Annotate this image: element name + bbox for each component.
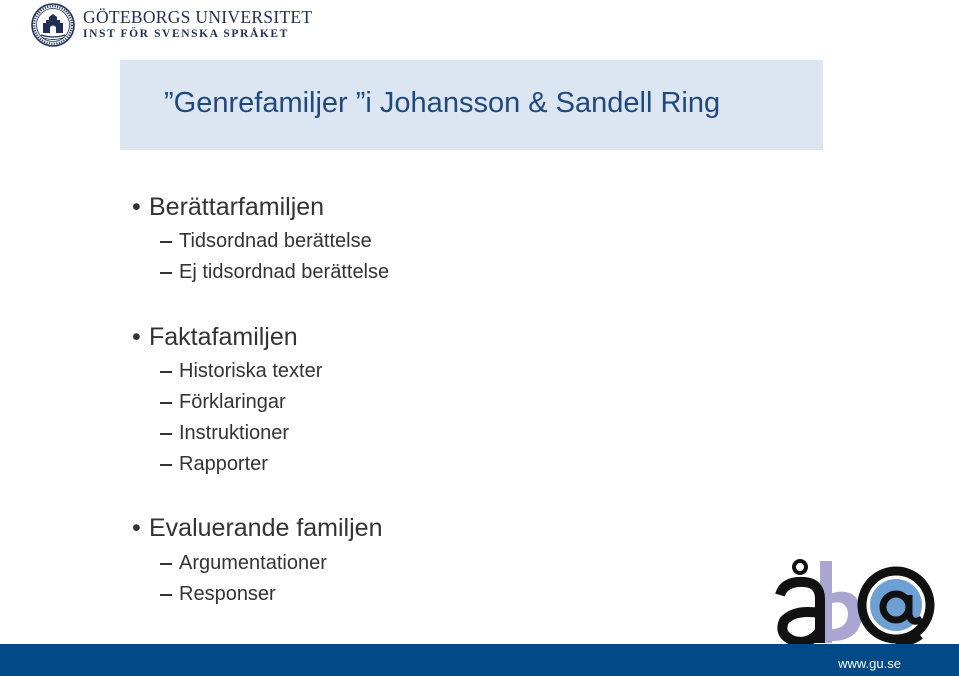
bullet-icon: • — [132, 323, 141, 351]
sub-item-text: Responser — [179, 583, 276, 605]
dash-icon — [160, 241, 172, 243]
sub-item-text: Förklaringar — [179, 391, 286, 413]
slide-title: ”Genrefamiljer ”i Johansson & Sandell Ring — [164, 87, 721, 119]
footer-url-link[interactable]: www.gu.se — [838, 656, 901, 671]
bullet-heading: Faktafamiljen — [149, 323, 298, 351]
dash-icon — [160, 402, 172, 404]
bullet-heading: Evaluerande familjen — [149, 514, 383, 542]
sub-item-text: Rapporter — [179, 453, 268, 475]
dash-icon — [160, 594, 172, 596]
sub-item-text: Tidsordnad berättelse — [179, 230, 372, 252]
dash-icon — [160, 371, 172, 373]
bullet-heading: Berättarfamiljen — [149, 193, 325, 221]
bullet-icon: • — [132, 193, 141, 221]
university-logo — [31, 3, 331, 47]
university-seal-icon — [31, 3, 75, 47]
sub-item-text: Historiska texter — [179, 360, 323, 382]
footer-bar — [0, 644, 959, 676]
title-band — [120, 60, 823, 150]
institution-name: GÖTEBORGS UNIVERSITET — [83, 7, 313, 27]
sub-item-text: Ej tidsordnad berättelse — [179, 261, 390, 283]
dash-icon — [160, 272, 172, 274]
bullet-icon: • — [132, 514, 141, 542]
sub-item-text: Instruktioner — [179, 422, 290, 444]
department-name: INST FÖR SVENSKA SPRÅKET — [83, 28, 289, 40]
sub-item-text: Argumentationer — [179, 552, 327, 574]
dash-icon — [160, 464, 172, 466]
dash-icon — [160, 433, 172, 435]
dash-icon — [160, 563, 172, 565]
a-ring-b-at-sign-graphic — [770, 555, 950, 644]
